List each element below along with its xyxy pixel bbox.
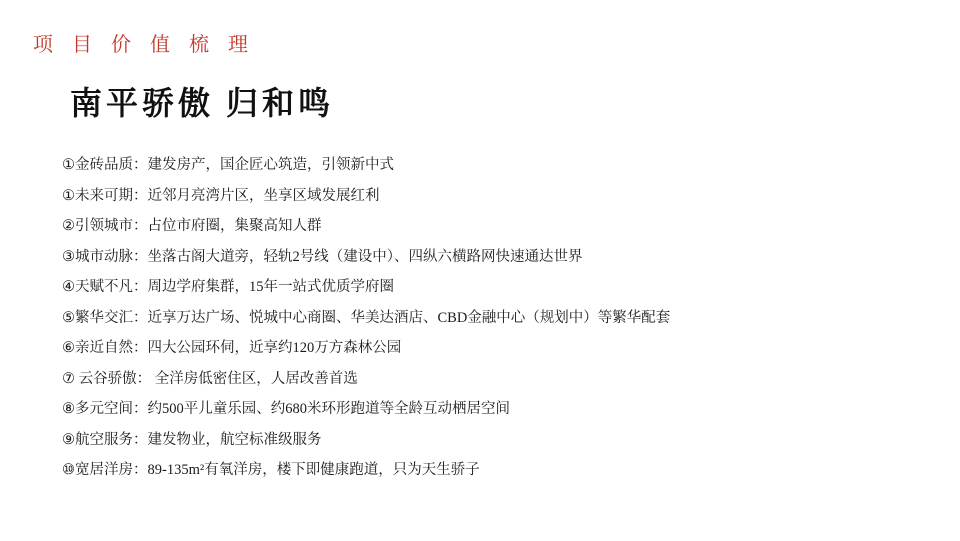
list-item bbox=[62, 364, 922, 395]
list-item-text: 金砖品质：建发房产，国企匠心筑造，引领新中式 bbox=[75, 157, 394, 173]
list-item bbox=[62, 242, 922, 273]
slide-headline: 南平骄傲 归和鸣 bbox=[70, 85, 335, 121]
list-item bbox=[62, 272, 922, 303]
list-item-text: 天赋不凡：周边学府集群，15年一站式优质学府圈 bbox=[75, 279, 394, 295]
list-item-marker: ① bbox=[62, 157, 75, 173]
list-item-text: 云谷骄傲： 全洋房低密住区，人居改善首选 bbox=[75, 370, 358, 387]
list-item-marker: ⑤ bbox=[62, 309, 75, 326]
list-item bbox=[62, 303, 922, 334]
list-item-marker: ⑨ bbox=[62, 431, 75, 448]
bullet-list bbox=[62, 150, 922, 486]
list-item-marker: ⑥ bbox=[62, 340, 75, 356]
list-item bbox=[62, 150, 922, 181]
list-item-text: 亲近自然：四大公园环伺，近享约120万方森林公园 bbox=[75, 340, 402, 356]
list-item-text: 城市动脉：坐落古阁大道旁，轻轨2号线（建设中）、四纵六横路网快速通达世界 bbox=[75, 248, 583, 265]
list-item-text: 多元空间：约500平儿童乐园、约680米环形跑道等全龄互动栖居空间 bbox=[75, 401, 510, 417]
list-item-marker: ② bbox=[62, 218, 75, 234]
list-item bbox=[62, 394, 922, 425]
list-item bbox=[62, 333, 922, 364]
list-item-marker: ① bbox=[62, 187, 75, 204]
list-item-text: 未来可期：近邻月亮湾片区，坐享区域发展红利 bbox=[75, 187, 380, 204]
list-item-text: 引领城市：占位市府圈，集聚高知人群 bbox=[75, 218, 322, 234]
list-item bbox=[62, 455, 922, 486]
list-item-marker: ⑦ bbox=[62, 370, 75, 387]
list-item bbox=[62, 211, 922, 242]
list-item-marker: ③ bbox=[62, 248, 75, 265]
list-item bbox=[62, 181, 922, 212]
list-item-text: 航空服务：建发物业，航空标准级服务 bbox=[75, 431, 322, 448]
list-item-text: 繁华交汇：近享万达广场、悦城中心商圈、华美达酒店、CBD金融中心（规划中）等繁华配套 bbox=[75, 309, 671, 326]
list-item-marker: ⑩ bbox=[62, 462, 75, 478]
list-item bbox=[62, 425, 922, 456]
slide-kicker: 项 目 价 值 梳 理 bbox=[33, 34, 255, 56]
list-item-marker: ④ bbox=[62, 279, 75, 295]
list-item-text: 宽居洋房：89-135m²有氧洋房，楼下即健康跑道，只为天生骄子 bbox=[75, 462, 480, 478]
list-item-marker: ⑧ bbox=[62, 401, 75, 417]
